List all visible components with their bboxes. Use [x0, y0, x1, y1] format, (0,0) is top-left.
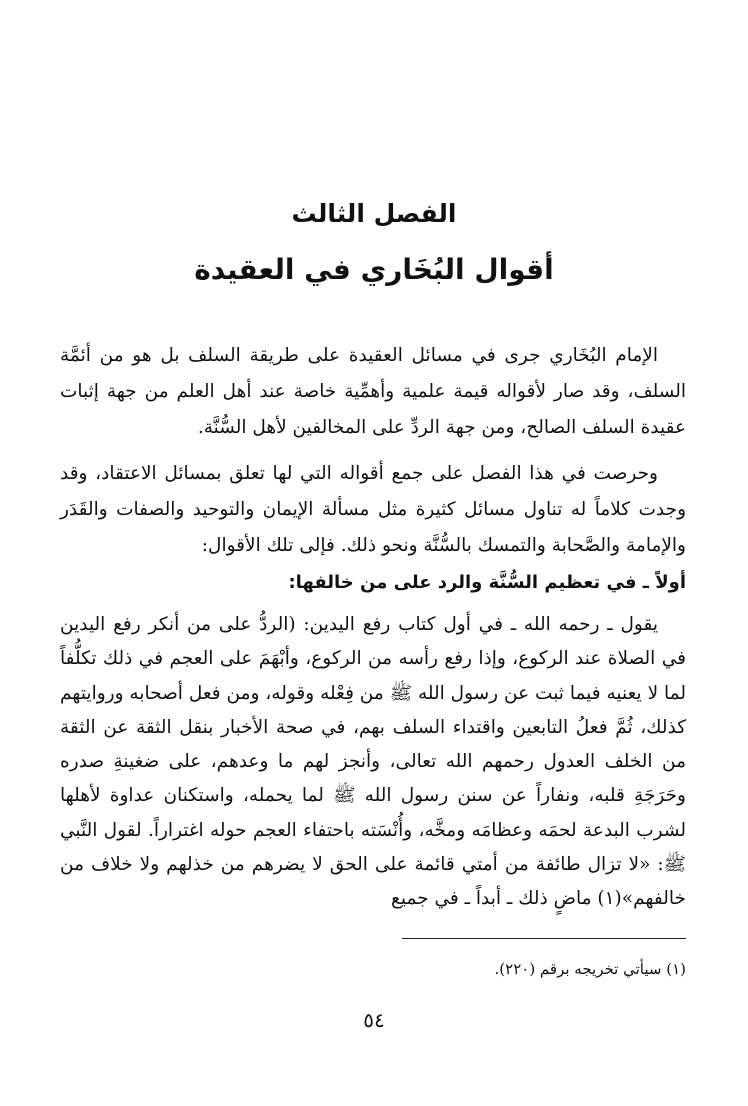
chapter-label: الفصل الثالث: [291, 199, 457, 228]
intro-paragraph: الإمام البُخَاري جرى في مسائل العقيدة على طريقة السلف بل هو من أئمَّة السلف، وقد صار لأقواله قيمة علمية وأهمِّية خاصة عند أهل العلم من جهة إثبات عقيدة السلف الصالح، ومن جهة الردِّ على المخالفين لأهل السُّنَّة.: [60, 345, 686, 438]
page-number: ٥٤: [363, 1008, 385, 1032]
section-heading: أولاً ـ في تعظيم السُّنَّة والرد على من خالفها:: [288, 572, 686, 593]
footnote: (١) سيأتي تخريجه برقم (٢٢٠).: [494, 960, 686, 978]
quote-paragraph: يقول ـ رحمه الله ـ في أول كتاب رفع اليدين: (الردُّ على من أنكر رفع اليدين في الصلاة عند الركوع، وإذا رفع رأسه من الركوع، وأبْهَمَ على العجم في ذلك تكلُّفاً لما لا يعنيه فيما ثبت عن رسول الله ﷺ من فِعْله وقوله، ومن فعل أصحابه وروايتهم كذلك، ثُمَّ فعلُ التابعين واقتداء السلف بهم، في صحة الأخبار بنقل الثقة عن الثقة من الخلف العدول رحمهم الله تعالى، وأنجز لهم ما وعدهم، على ضغينةِ صدره وحَرَجَةِ قلبه، ونفاراً عن سنن رسول الله ﷺ لما يحمله، واستكنان عداوة لأهلها لشرب البدعة لحمَه وعظامَه ومخَّه، وأُنْسَته باحتفاء العجم حوله اغتراراً. لقول النَّبي ﷺ: «لا تزال طائفة من أمتي قائمة على الحق لا يضرهم من خذلهم ولا خلاف من خالفهم»(١) ماضٍ ذلك ـ أبداً ـ في جميع: [60, 614, 686, 910]
footnote-divider: [402, 938, 686, 939]
scope-paragraph: وحرصت في هذا الفصل على جمع أقواله التي لها تعلق بمسائل الاعتقاد، وقد وجدت كلاماً له تناول مسائل كثيرة مثل مسألة الإيمان والتوحيد والصفات والقَدَر والإمامة والصَّحابة والتمسك بالسُّنَّة ونحو ذلك. فإلى تلك الأقوال:: [60, 463, 686, 556]
chapter-title: أقوال البُخَاري في العقيدة: [194, 253, 554, 286]
